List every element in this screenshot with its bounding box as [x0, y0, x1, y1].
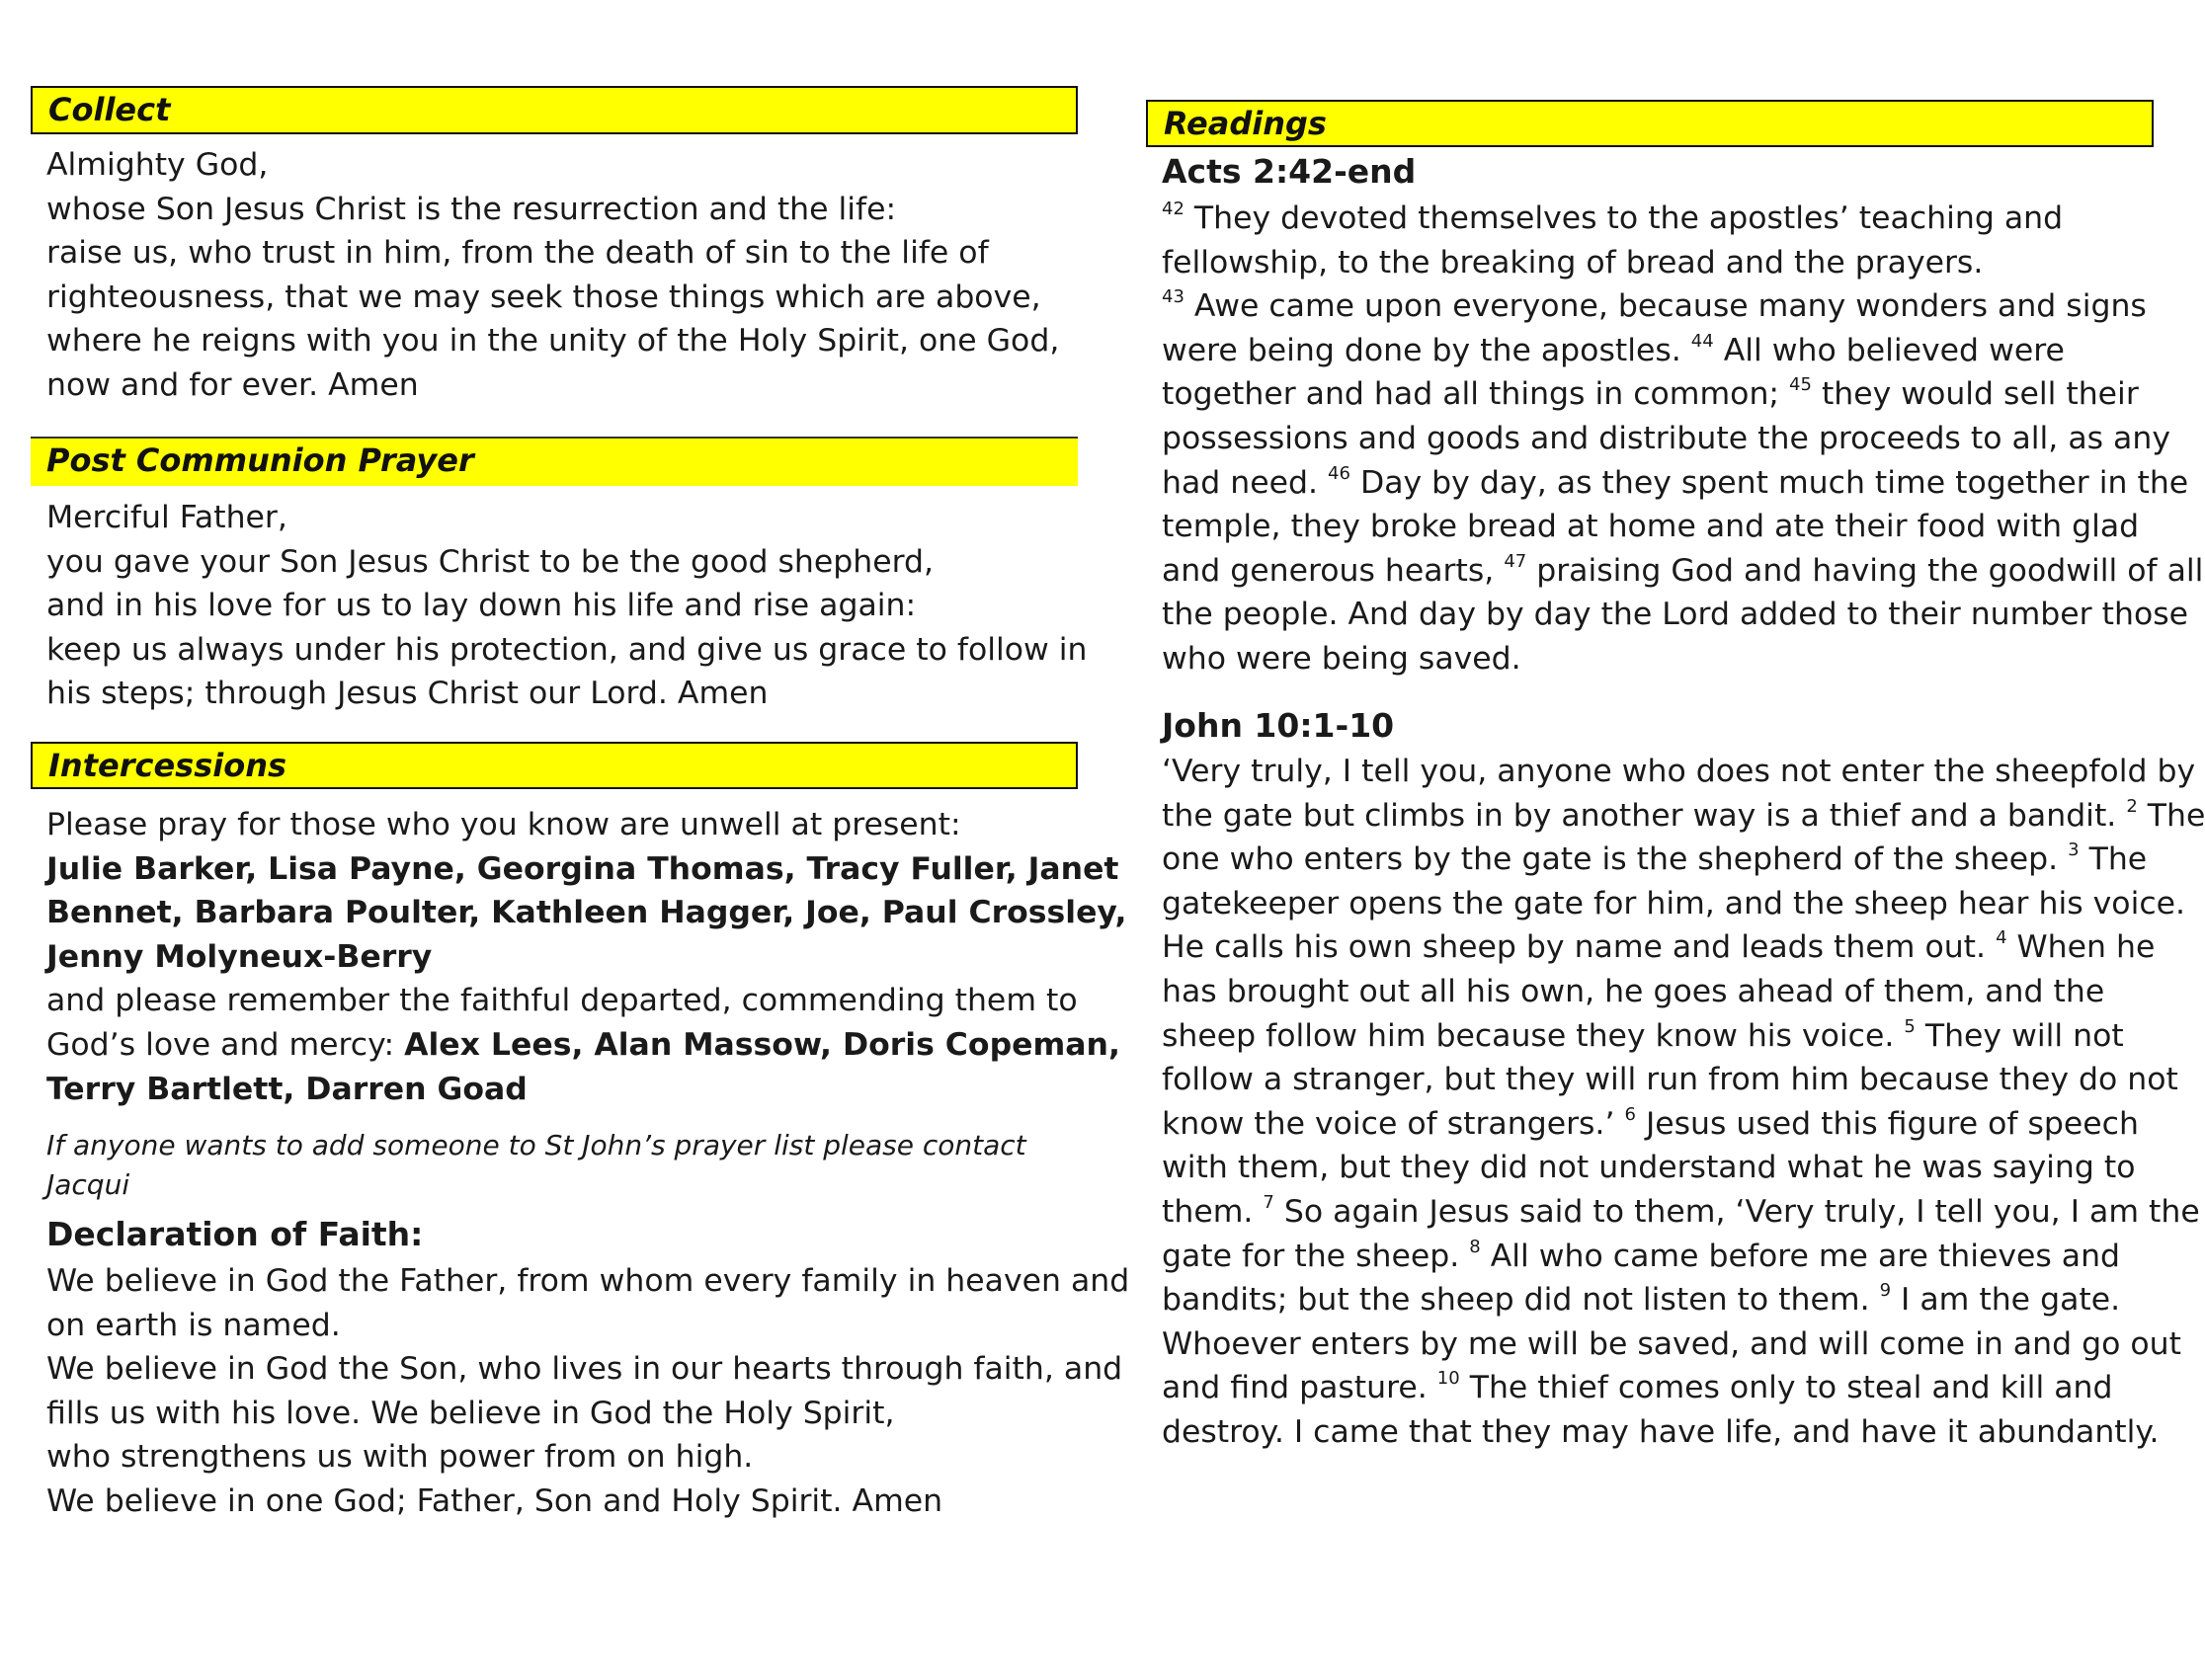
verse-number: 46 [1328, 462, 1350, 484]
readings-heading: Readings [1146, 100, 2154, 147]
passage-line [1162, 372, 2154, 417]
passage-text: the gate but climbs in by another way is a thief and a bandit. [1162, 797, 2127, 834]
passage-text: Awe came upon everyone, because many wonders and signs [1184, 288, 2147, 325]
verse-number: 10 [1436, 1368, 1460, 1390]
verse-number: 43 [1162, 286, 1184, 308]
post-communion-text [46, 496, 1088, 716]
passage-line [1162, 197, 2154, 241]
passage-text: Day by day, as they spent much time together in the [1349, 464, 2189, 501]
text-line: Bennet, Barbara Poulter, Kathleen Hagger, Joe, Paul Crossley, [46, 895, 1127, 931]
passage-line [1162, 1014, 2154, 1059]
passage-text: possessions and goods and distribute the proceeds to all, as any [1162, 420, 2170, 456]
passage-text: Whoever enters by me will be saved, and will come in and go out [1162, 1325, 2181, 1362]
text-line: now and for ever. Amen [46, 366, 419, 403]
departed-names-1: Alex Lees, Alan Massow, Doris Copeman, [404, 1026, 1120, 1063]
text-line: Julie Barker, Lisa Payne, Georgina Thomas, Tracy Fuller, Janet [46, 850, 1119, 887]
text-line: Almighty God, [46, 147, 269, 183]
passage-text: ‘Very truly, I tell you, anyone who does not enter the sheepfold by [1162, 754, 2196, 789]
passage-line [1162, 284, 2154, 329]
passage-text: together and had all things in common; [1162, 376, 1790, 413]
text-line: you gave your Son Jesus Christ to be the good shepherd, [46, 543, 934, 580]
text-line: We believe in one God; Father, Son and Holy Spirit. Amen [46, 1482, 943, 1519]
passage-line [1162, 1410, 2160, 1455]
passage-line [1162, 1190, 2200, 1235]
verse-number: 4 [1996, 927, 2007, 949]
passage-line [1162, 925, 2154, 970]
passage-text: So again Jesus said to them, ‘Very truly, I tell you, I am the [1273, 1193, 2200, 1230]
passage-text: and find pasture. [1162, 1370, 1437, 1406]
departed-names-line [46, 1023, 1120, 1068]
passage-line [1162, 1278, 2154, 1322]
passage-line [1162, 329, 2154, 373]
passage-text: and generous hearts, [1162, 552, 1505, 589]
text-line: where he reigns with you in the unity of the Holy Spirit, one God, [46, 323, 1060, 360]
passage-text: They will not [1915, 1017, 2124, 1054]
text-line: raise us, who trust in him, from the death of sin to the life of [46, 235, 989, 272]
acts-reference: Acts 2:42-end [1162, 152, 1417, 191]
text-line: whose Son Jesus Christ is the resurrection and the life: [46, 191, 897, 227]
passage-line [1162, 461, 2189, 506]
passage-line [1162, 1146, 2154, 1190]
passage-text: gatekeeper opens the gate for him, and the sheep hear his voice. [1162, 885, 2186, 921]
passage-text: He calls his own sheep by name and leads them out. [1162, 929, 1997, 966]
declaration-text [46, 1259, 1130, 1524]
passage-text: has brought out all his own, he goes ahead of them, and the [1162, 973, 2105, 1009]
text-line: We believe in God the Father, from whom every family in heaven and [46, 1263, 1130, 1299]
passage-line [1162, 505, 2154, 549]
passage-line [1162, 549, 2204, 594]
passage-text: one who enters by the gate is the shepherd of the sheep. [1162, 841, 2069, 878]
verse-number: 5 [1904, 1015, 1916, 1037]
text-line: righteousness, that we may seek those things which are above, [46, 279, 1041, 315]
john-reference: John 10:1-10 [1162, 706, 1395, 745]
post-communion-heading: Post Communion Prayer [31, 437, 1078, 486]
passage-text: praising God and having the goodwill of all [1526, 552, 2204, 589]
text-line: and in his love for us to lay down his life and rise again: [46, 588, 917, 624]
passage-text: who were being saved. [1162, 640, 1521, 677]
departed-intro: and please remember the faithful departed, commending them to [46, 983, 1078, 1019]
passage-line [1162, 794, 2205, 839]
text-line: We believe in God the Son, who lives in our hearts through faith, and [46, 1351, 1123, 1388]
intercessions-intro: Please pray for those who you know are unwell at present: [46, 807, 961, 842]
passage-text: All who believed were [1713, 332, 2065, 368]
verse-number: 8 [1469, 1236, 1481, 1257]
passage-text: follow a stranger, but they will run from him because they do not [1162, 1062, 2178, 1098]
text-line: who strengthens us with power from on high. [46, 1439, 754, 1476]
departed-names-2: Terry Bartlett, Darren Goad [46, 1071, 528, 1107]
passage-line [1162, 637, 2154, 681]
passage-text: fellowship, to the breaking of bread and the prayers. [1162, 244, 1984, 280]
verse-number: 2 [2126, 795, 2138, 817]
passage-line [1162, 970, 2154, 1014]
intercessions-heading: Intercessions [31, 742, 1078, 789]
passage-text: with them, but they did not understand what he was saying to [1162, 1150, 2136, 1186]
passage-line [1162, 1058, 2178, 1102]
passage-line [1162, 1102, 2154, 1147]
passage-line [1162, 1322, 2181, 1367]
collect-heading: Collect [31, 86, 1078, 134]
unwell-names [46, 847, 1127, 980]
verse-number: 3 [2068, 840, 2080, 861]
verse-number: 7 [1263, 1191, 1274, 1213]
prayer-list-note: If anyone wants to add someone to St John’s prayer list please contact Jacqui [46, 1129, 1026, 1201]
verse-number: 42 [1162, 199, 1184, 219]
verse-number: 45 [1789, 374, 1812, 396]
passage-text: temple, they broke bread at home and ate their food with glad [1162, 509, 2140, 545]
passage-line [1162, 838, 2154, 882]
text-line: keep us always under his protection, and give us grace to follow in [46, 631, 1088, 668]
passage-text: destroy. I came that they may have life, and have it abundantly. [1162, 1413, 2160, 1450]
text-line: on earth is named. [46, 1307, 341, 1343]
verse-number: 9 [1879, 1280, 1892, 1302]
passage-text: they would sell their [1811, 376, 2139, 413]
passage-text: The [2079, 841, 2148, 878]
verse-number: 47 [1504, 550, 1527, 572]
passage-text: The [2137, 797, 2205, 834]
departed-prefix: God’s love and mercy: [46, 1026, 405, 1063]
passage-text: were being done by the apostles. [1162, 332, 1691, 368]
text-line: Jenny Molyneux-Berry [46, 938, 433, 975]
passage-line [1162, 882, 2186, 926]
passage-line [1162, 750, 2196, 794]
passage-text: I am the gate. [1891, 1282, 2121, 1319]
passage-text: them. [1162, 1193, 1264, 1230]
passage-text: The thief comes only to steal and kill and [1459, 1370, 2113, 1406]
collect-text [46, 143, 1078, 408]
passage-text: All who came before me are thieves and [1480, 1238, 2121, 1274]
text-line: his steps; through Jesus Christ our Lord. Amen [46, 676, 769, 712]
verse-number: 6 [1624, 1103, 1636, 1125]
passage-text: They devoted themselves to the apostles’ teaching and [1184, 200, 2064, 236]
passage-text: gate for the sheep. [1162, 1238, 1470, 1274]
passage-line [1162, 593, 2189, 637]
passage-line [1162, 1366, 2154, 1410]
passage-text: Jesus used this figure of speech [1635, 1105, 2139, 1142]
passage-text: When he [2006, 929, 2156, 966]
passage-line [1162, 417, 2170, 461]
passage-text: had need. [1162, 464, 1329, 501]
declaration-heading: Declaration of Faith: [46, 1215, 424, 1253]
passage-line [1162, 241, 2154, 285]
passage-line [1162, 1235, 2154, 1279]
intercessions-text [46, 803, 1127, 1111]
acts-passage [1162, 197, 2204, 681]
passage-text: the people. And day by day the Lord added to their number those [1162, 597, 2189, 633]
passage-text: sheep follow him because they know his voice. [1162, 1017, 1905, 1054]
passage-text: know the voice of strangers.’ [1162, 1105, 1625, 1142]
text-line: fills us with his love. We believe in God the Holy Spirit, [46, 1395, 895, 1431]
passage-text: bandits; but the sheep did not listen to them. [1162, 1282, 1880, 1319]
text-line: Merciful Father, [46, 500, 287, 535]
verse-number: 44 [1690, 330, 1714, 352]
john-passage [1162, 750, 2205, 1455]
